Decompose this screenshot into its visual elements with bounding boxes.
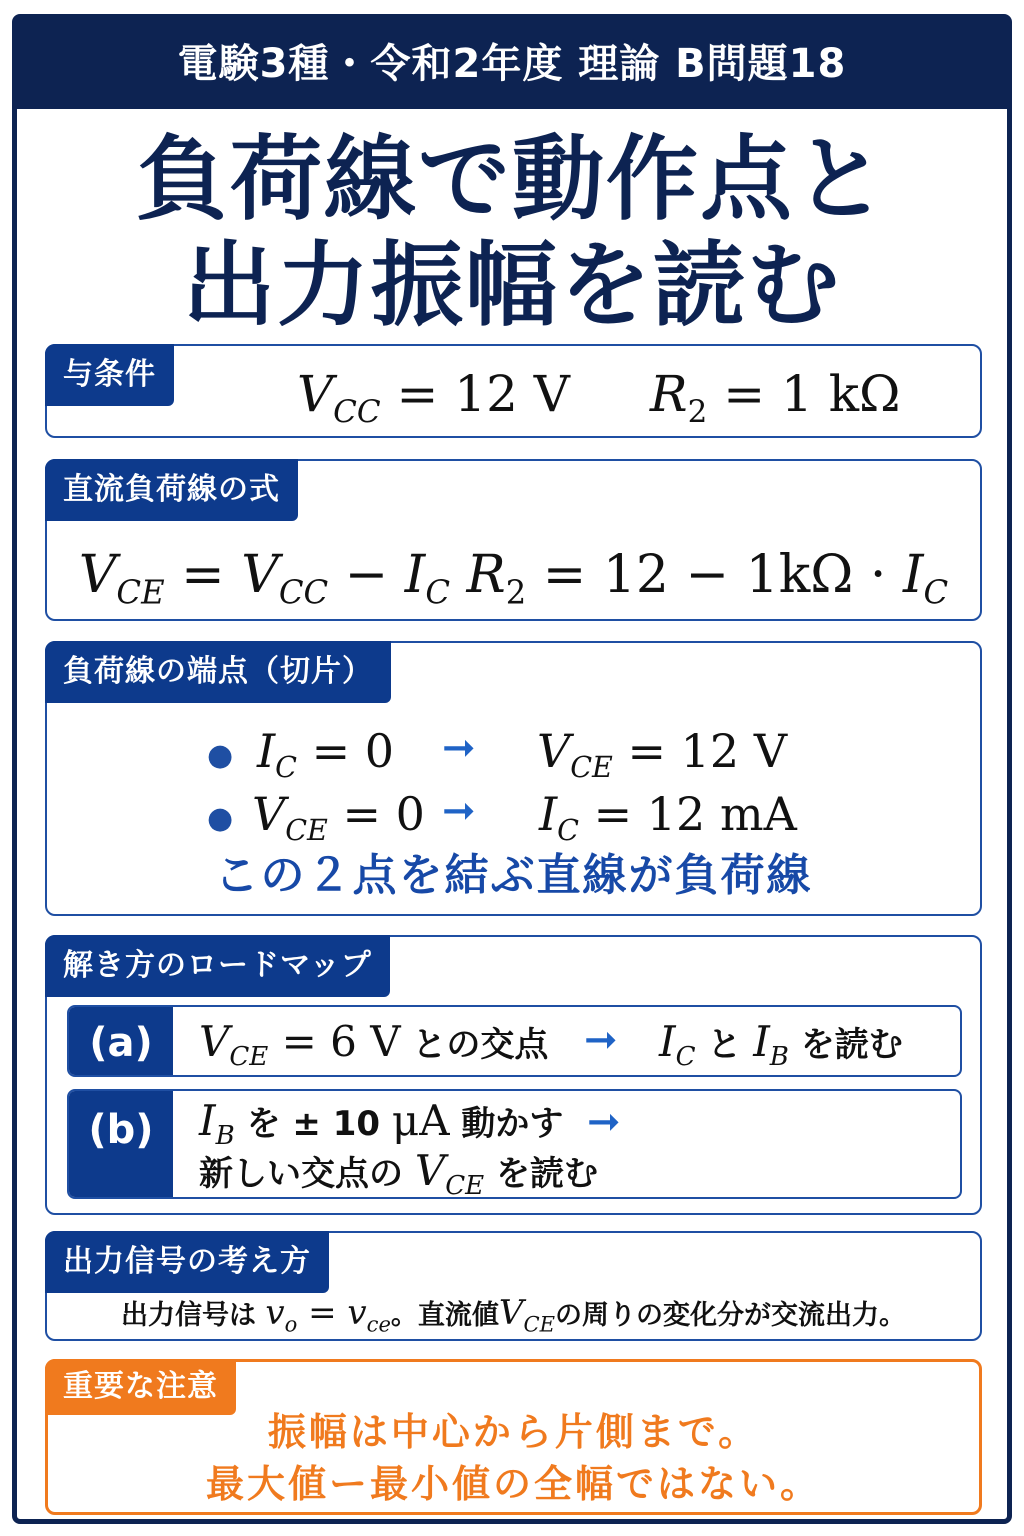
step-a-result: $I_C$ と $I_B$ を読む — [659, 1017, 903, 1073]
endpoint-row2-right: $I_C = 12$ mA — [539, 787, 797, 847]
step-a-box — [67, 1005, 962, 1077]
dc-load-line-card — [45, 459, 982, 621]
caution-card — [45, 1359, 982, 1515]
arrow-right-icon: ➞ — [442, 725, 476, 771]
given-conditions-tag: 与条件 — [45, 344, 174, 406]
header-bar: 電験3種・令和2年度 理論 B問題18 — [17, 19, 1007, 109]
endpoints-card — [45, 641, 982, 916]
dc-load-line-equation: $V_{CE} = V_{CC} - I_C$ $R_2 = 12 - 1k\Omega \cdot I_C$ — [78, 545, 949, 612]
given-equation: $V_{CC} = 12$ V $R_2 = 1$ kΩ — [297, 365, 901, 430]
step-b-box — [67, 1089, 962, 1199]
step-a-text: $V_{CE} = 6$ V との交点 — [199, 1017, 549, 1073]
arrow-right-icon: ➞ — [442, 788, 476, 834]
endpoint-row1-right: $V_{CE} = 12$ V — [537, 724, 788, 784]
caution-line2: 最大値ー最小値の全幅ではない。 — [205, 1462, 821, 1506]
step-b-text-line1: $I_B$ を ± 10 μA 動かす — [199, 1096, 564, 1152]
endpoints-tag: 負荷線の端点（切片） — [45, 641, 391, 703]
step-b-label: (b) — [69, 1091, 173, 1197]
output-signal-card — [45, 1231, 982, 1341]
given-conditions-card — [45, 344, 982, 438]
caution-line1: 振幅は中心から片側まで。 — [267, 1410, 760, 1454]
roadmap-card — [45, 935, 982, 1215]
step-b-text-line2: 新しい交点の $V_{CE}$ を読む — [199, 1146, 598, 1199]
bullet-icon: ● — [207, 801, 234, 836]
main-title-line2: 出力振幅を読む — [182, 232, 841, 339]
dc-load-line-tag: 直流負荷線の式 — [45, 459, 298, 521]
output-signal-text: 出力信号は $v_o = v_{ce}$。直流値$V_{CE}$の周りの変化分が交流出力。 — [120, 1293, 906, 1337]
card-frame — [12, 14, 1012, 1524]
arrow-right-icon: ➞ — [584, 1017, 618, 1063]
load-line-note: この２点を結ぶ直線が負荷線 — [214, 850, 813, 901]
main-title-line1: 負荷線で動作点と — [135, 126, 888, 233]
output-signal-tag: 出力信号の考え方 — [45, 1231, 329, 1293]
bullet-icon: ● — [207, 738, 234, 773]
endpoint-row2-left: $V_{CE} = 0$ — [252, 787, 425, 847]
endpoint-row1-left: $I_C = 0$ — [257, 724, 395, 784]
arrow-right-icon: ➞ — [587, 1099, 621, 1145]
step-a-label: (a) — [69, 1007, 173, 1075]
caution-tag: 重要な注意 — [45, 1359, 236, 1415]
main-title — [17, 127, 1007, 339]
roadmap-tag: 解き方のロードマップ — [45, 935, 390, 997]
